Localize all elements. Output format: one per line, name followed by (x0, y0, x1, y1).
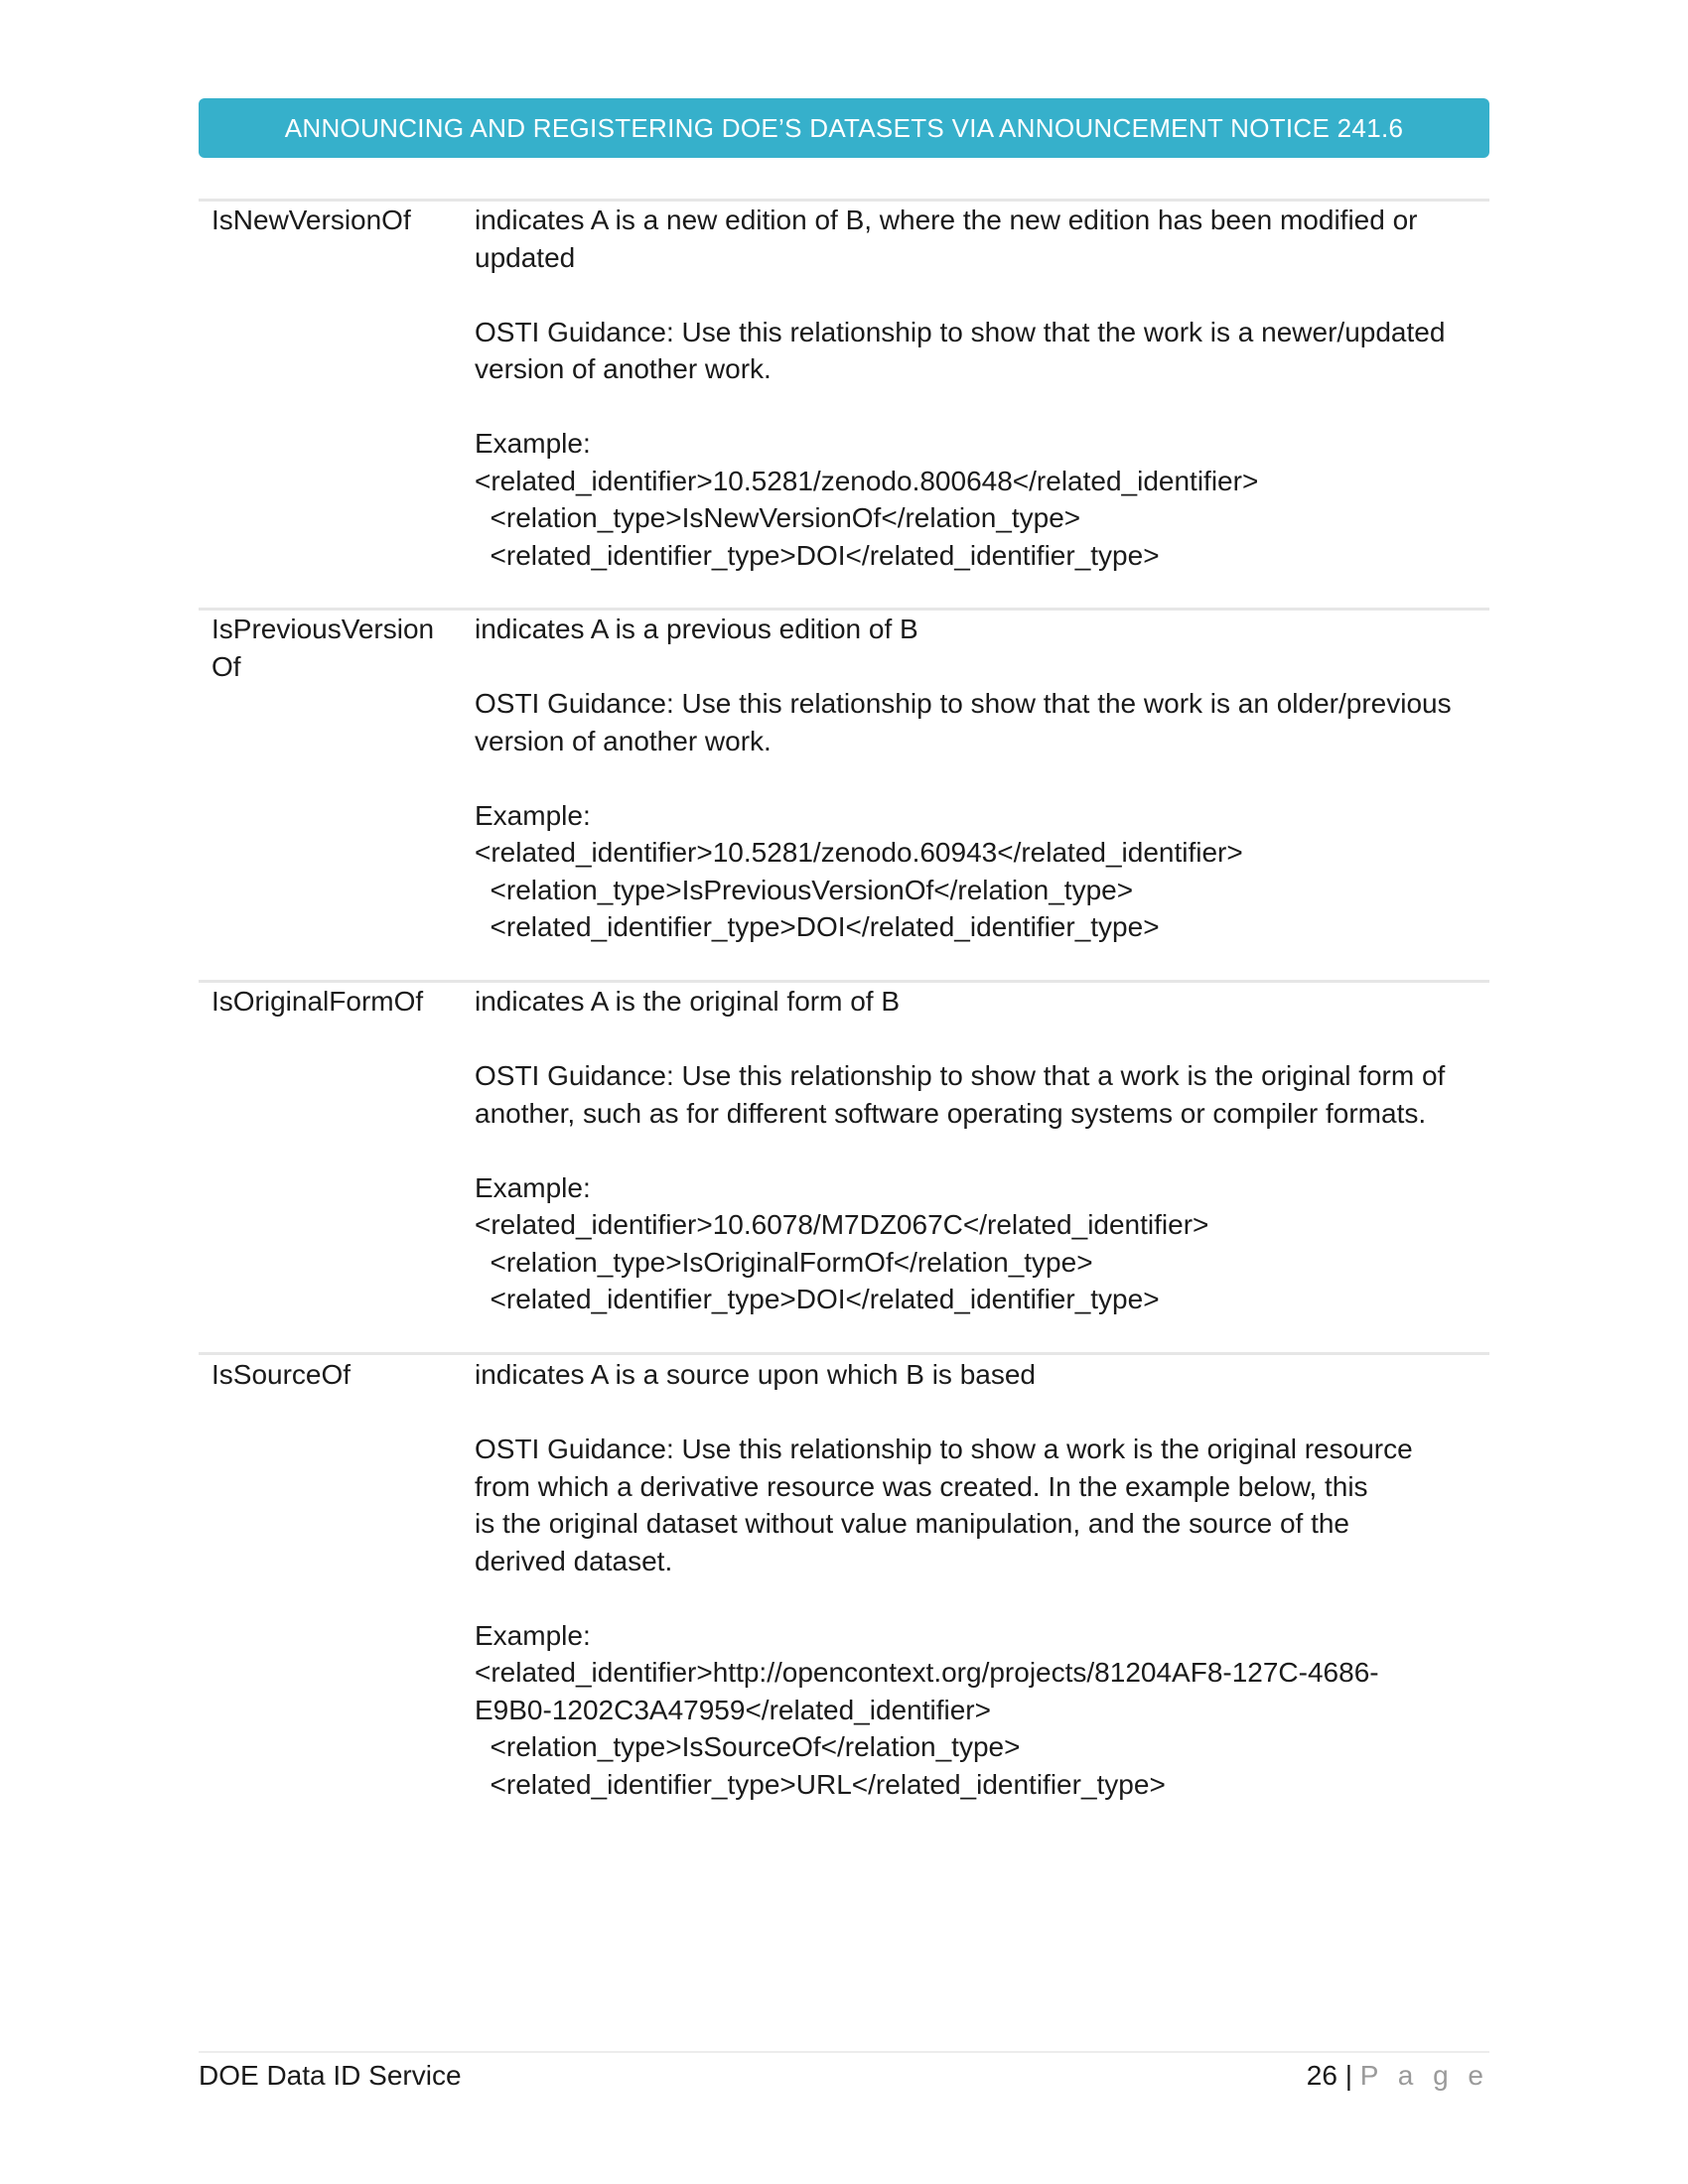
relation-term: IsNewVersionOf (211, 205, 411, 235)
example-code-line: <relation_type>IsSourceOf</relation_type> (475, 1731, 1021, 1762)
header-bar (199, 98, 1489, 158)
guidance-text: OSTI Guidance: Use this relationship to show that the work is a newer/updated version of another work. (475, 316, 1446, 384)
example-label: Example: (475, 799, 591, 831)
example-label: Example: (475, 1619, 591, 1651)
guidance-text: OSTI Guidance: Use this relationship to show that a work is the original form of another, such as for different software operating systems or compiler formats. (475, 1060, 1446, 1129)
footer-divider (199, 2051, 1489, 2053)
guidance-text: from which a derivative resource was created. In the example below, this (475, 1470, 1368, 1502)
definition-text: indicates A is a new edition of B, where the new edition has been modified or updated (475, 205, 1418, 273)
header-title: ANNOUNCING AND REGISTERING DOE’S DATASETS VIA ANNOUNCEMENT NOTICE 241.6 (284, 112, 1404, 143)
relation-description (475, 611, 1477, 946)
page-word: P a g e (1359, 2060, 1489, 2091)
example-code-line: <relation_type>IsOriginalFormOf</relation_type> (475, 1246, 1093, 1278)
relation-term: IsOriginalFormOf (211, 986, 424, 1017)
relation-description (475, 1356, 1477, 1803)
guidance-text: OSTI Guidance: Use this relationship to show a work is the original resource (475, 1433, 1413, 1464)
page-number: 26 (1306, 2060, 1337, 2091)
row-divider (199, 1352, 1489, 1355)
example-code-line: <related_identifier_type>DOI</related_identifier_type> (475, 539, 1160, 571)
definition-text: indicates A is the original form of B (475, 986, 900, 1017)
example-code-line: <related_identifier>10.6078/M7DZ067C</related_identifier> (475, 1209, 1209, 1240)
relation-term: IsSourceOf (211, 1359, 352, 1390)
example-label: Example: (475, 428, 591, 459)
definition-text: indicates A is a previous edition of B (475, 614, 918, 644)
relation-term: IsPreviousVersion Of (211, 614, 435, 682)
guidance-text: derived dataset. (475, 1545, 673, 1576)
page-separator: | (1344, 2060, 1352, 2091)
footer-page-indicator (1307, 2057, 1489, 2095)
example-code-line: <related_identifier>10.5281/zenodo.60943</related_identifier> (475, 837, 1243, 868)
example-code-line: <related_identifier_type>URL</related_identifier_type> (475, 1768, 1166, 1800)
guidance-text: OSTI Guidance: Use this relationship to show that the work is an older/previous version of another work. (475, 688, 1452, 756)
definition-text: indicates A is a source upon which B is based (475, 1359, 1037, 1390)
example-code-line: <related_identifier>http://opencontext.org/projects/81204AF8-127C-4686- (475, 1657, 1379, 1688)
example-code-line: <relation_type>IsPreviousVersionOf</relation_type> (475, 874, 1134, 905)
footer-service-name: DOE Data ID Service (199, 2060, 462, 2091)
relation-description (475, 202, 1477, 574)
example-code-line: E9B0-1202C3A47959</related_identifier> (475, 1694, 991, 1725)
example-code-line: <related_identifier>10.5281/zenodo.800648</related_identifier> (475, 465, 1259, 496)
example-code-line: <related_identifier_type>DOI</related_identifier_type> (475, 1284, 1160, 1314)
relation-description (475, 983, 1477, 1318)
example-code-line: <related_identifier_type>DOI</related_identifier_type> (475, 911, 1160, 942)
guidance-text: is the original dataset without value manipulation, and the source of the (475, 1508, 1350, 1539)
example-code-line: <relation_type>IsNewVersionOf</relation_type> (475, 502, 1081, 533)
example-label: Example: (475, 1171, 591, 1203)
